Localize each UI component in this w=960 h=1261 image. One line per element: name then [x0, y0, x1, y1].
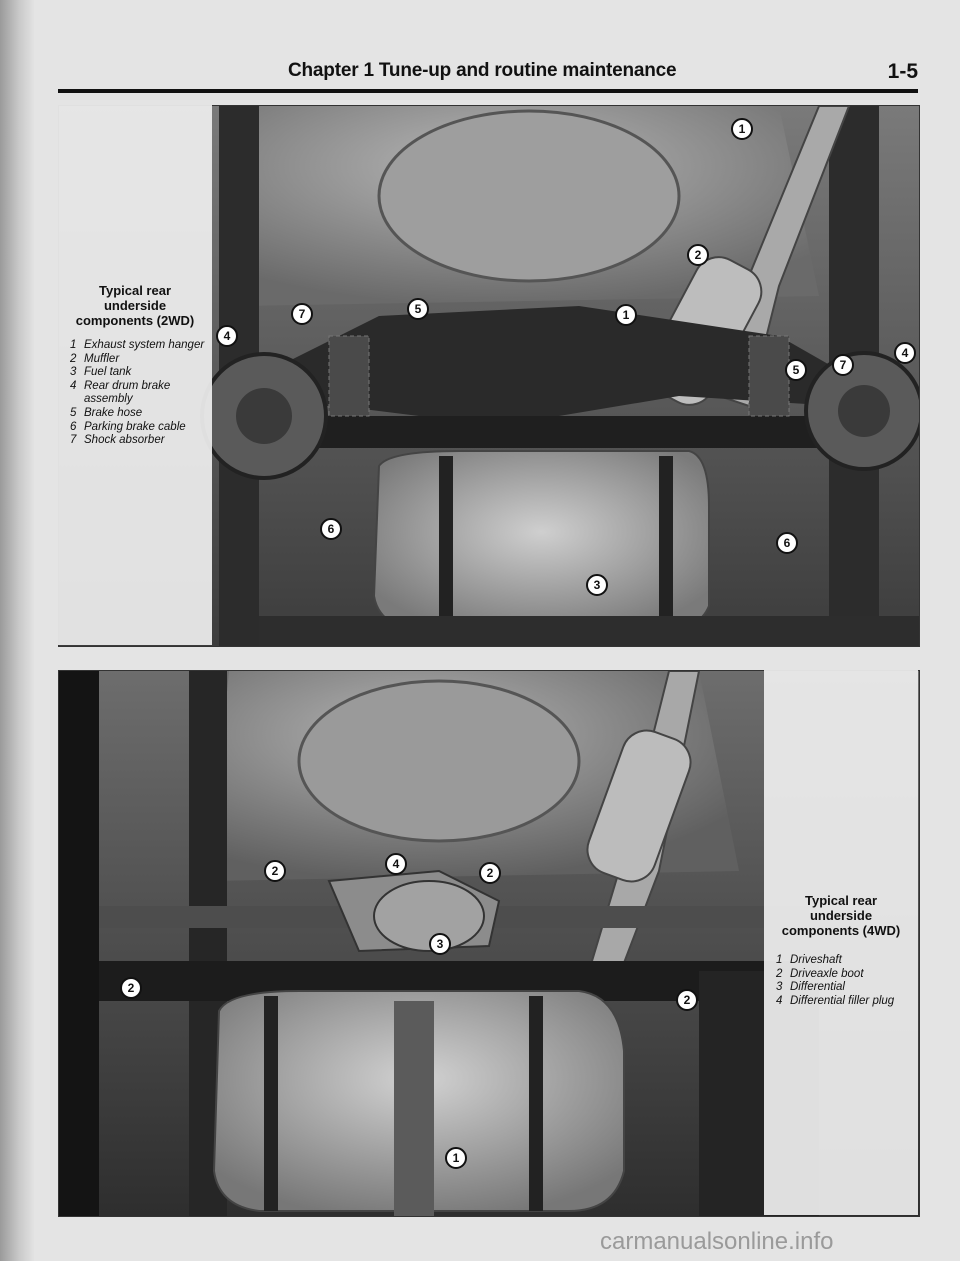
caption-title [764, 893, 918, 938]
callout-3: 3 [429, 933, 451, 955]
callout-1: 1 [445, 1147, 467, 1169]
legend-label: Driveshaft [790, 954, 842, 966]
legend-item [776, 981, 916, 995]
legend-item [70, 366, 210, 380]
legend-label: Brake hose [84, 406, 143, 419]
callout-1: 1 [615, 304, 637, 326]
caption-title-line: Typical rear [804, 893, 878, 908]
callout-5: 5 [785, 359, 807, 381]
legend-label: Exhaust system hanger [84, 339, 205, 351]
callout-1: 1 [731, 118, 753, 140]
callout-4: 4 [894, 342, 916, 364]
legend-item [70, 353, 210, 367]
legend-number: 3 [776, 981, 783, 994]
callout-2: 2 [264, 860, 286, 882]
callout-7: 7 [832, 354, 854, 376]
legend-label: Differential filler plug [790, 994, 895, 1007]
callout-2: 2 [479, 862, 501, 884]
caption-title [58, 283, 212, 328]
legend-number: 4 [776, 994, 783, 1007]
callout-3: 3 [586, 574, 608, 596]
legend-item [70, 407, 210, 421]
caption-title-line: underside [809, 908, 873, 923]
caption-legend-list [776, 954, 916, 1008]
callout-6: 6 [776, 532, 798, 554]
legend-number: 5 [70, 406, 77, 419]
legend-number: 3 [70, 366, 77, 379]
callout-4: 4 [385, 853, 407, 875]
legend-item [70, 434, 210, 448]
caption-title-line: components (4WD) [781, 923, 901, 938]
legend-number: 1 [776, 954, 783, 966]
legend-item [70, 421, 210, 435]
legend-number: 2 [776, 967, 783, 980]
caption-title-line: underside [103, 298, 167, 313]
callout-2: 2 [120, 977, 142, 999]
legend-item [70, 380, 210, 407]
legend-item [70, 339, 210, 353]
page-header [58, 60, 918, 88]
page-binding-shadow [0, 0, 34, 1261]
legend-item [776, 968, 916, 982]
legend-number: 7 [70, 434, 77, 447]
legend-number: 2 [70, 352, 77, 365]
callout-2: 2 [687, 244, 709, 266]
legend-item [776, 995, 916, 1009]
legend-label: Rear drum brake assembly [84, 379, 171, 406]
chapter-title: Chapter 1 Tune-up and routine maintenance [288, 60, 677, 81]
legend-label: Parking brake cable [84, 420, 186, 433]
legend-item [776, 954, 916, 968]
legend-label: Differential [790, 981, 845, 994]
callout-5: 5 [407, 298, 429, 320]
callout-7: 7 [291, 303, 313, 325]
caption-2wd [58, 105, 212, 645]
legend-number: 4 [70, 379, 77, 392]
legend-label: Muffler [84, 352, 120, 365]
legend-label: Shock absorber [84, 434, 165, 447]
caption-legend-list [70, 339, 210, 448]
callout-4: 4 [216, 325, 238, 347]
page-number: 1-5 [887, 60, 918, 83]
legend-number: 6 [70, 420, 77, 433]
legend-label: Driveaxle boot [790, 967, 864, 980]
callout-6: 6 [320, 518, 342, 540]
callout-2: 2 [676, 989, 698, 1011]
watermark: carmanualsonline.info [600, 1228, 834, 1255]
caption-title-line: Typical rear [98, 283, 172, 298]
legend-number: 1 [70, 339, 77, 351]
legend-label: Fuel tank [84, 366, 132, 379]
header-rule [58, 89, 918, 93]
caption-title-line: components (2WD) [75, 313, 195, 328]
caption-4wd [764, 670, 918, 1215]
